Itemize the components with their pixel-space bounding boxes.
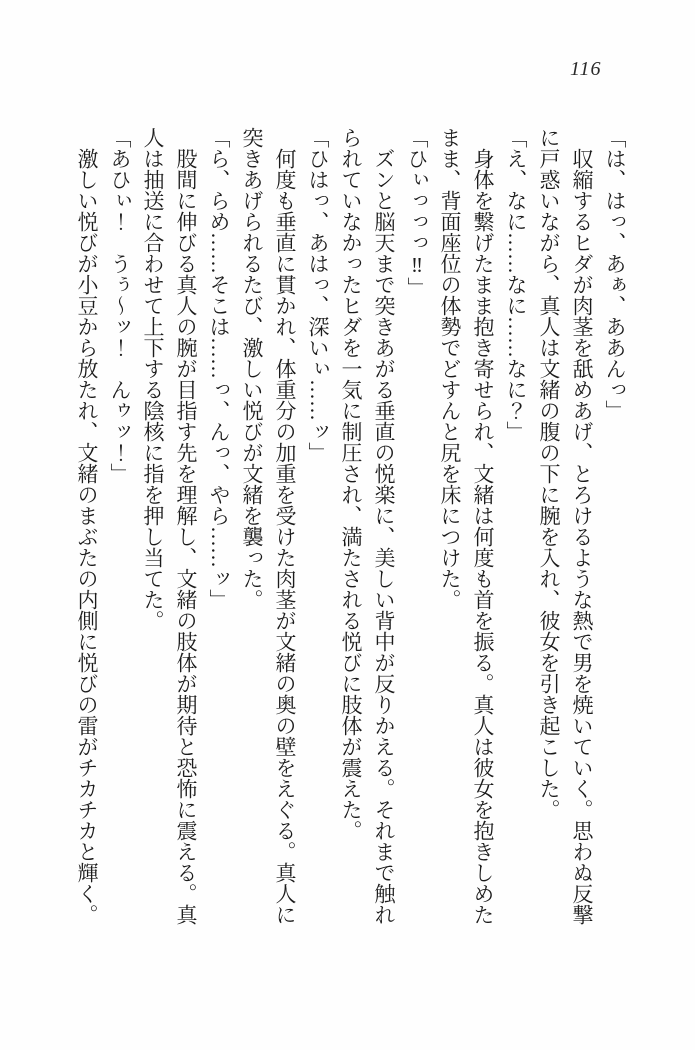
text-line-dialogue: 「ひぃっっっ‼」 [405,127,429,298]
text-line-continuation: まま、背面座位の体勢でどすんと尻を床につけた。 [438,127,462,610]
page-number: 116 [570,58,602,80]
text-line-dialogue: 「え、なに……なに……なに？」 [504,127,528,442]
text-line-paragraph: 収縮するヒダが肉茎を舐めあげ、とろけるような熱で男を焼いていく。思わぬ反撃 [570,148,594,925]
text-line-dialogue: 「あひぃ！ うぅ〜ッ！ んゥッ！」 [108,127,132,484]
text-line-paragraph: 何度も垂直に貫かれ、体重分の加重を受けた肉茎が文緒の奥の壁をえぐる。真人に [273,148,297,925]
text-line-continuation: られていなかったヒダを一気に制圧され、満たされる悦びに肢体が震えた。 [339,127,363,841]
text-line-dialogue: 「ひはっ、あはっ、深いぃ……ッ」 [306,127,330,463]
text-line-continuation: に戸惑いながら、真人は文緒の腹の下に腕を入れ、彼女を引き起こした。 [537,127,561,820]
text-line-continuation: 人は抽送に合わせて上下する陰核に指を押し当てた。 [141,127,165,631]
text-line-dialogue: 「ら、らめ……そこは……っ、んっ、やら……ッ」 [207,127,231,610]
text-line-paragraph: 股間に伸びる真人の腕が目指す先を理解し、文緒の肢体が期待と恐怖に震える。真 [174,148,198,925]
text-line-continuation: 突きあげられるたび、激しい悦びが文緒を襲った。 [240,127,264,610]
text-block [70,127,631,929]
text-line-dialogue: 「は、はっ、あぁ、ああんっ」 [603,127,627,421]
text-line-paragraph: 激しい悦びが小豆から放たれ、文緒のまぶたの内側に悦びの雷がチカチカと輝く。 [75,148,99,925]
text-line-paragraph: 身体を繋げたまま抱き寄せられ、文緒は何度も首を振る。真人は彼女を抱きしめた [471,148,495,925]
text-line-paragraph: ズンと脳天まで突きあがる垂直の悦楽に、美しい背中が反りかえる。それまで触れ [372,148,396,925]
